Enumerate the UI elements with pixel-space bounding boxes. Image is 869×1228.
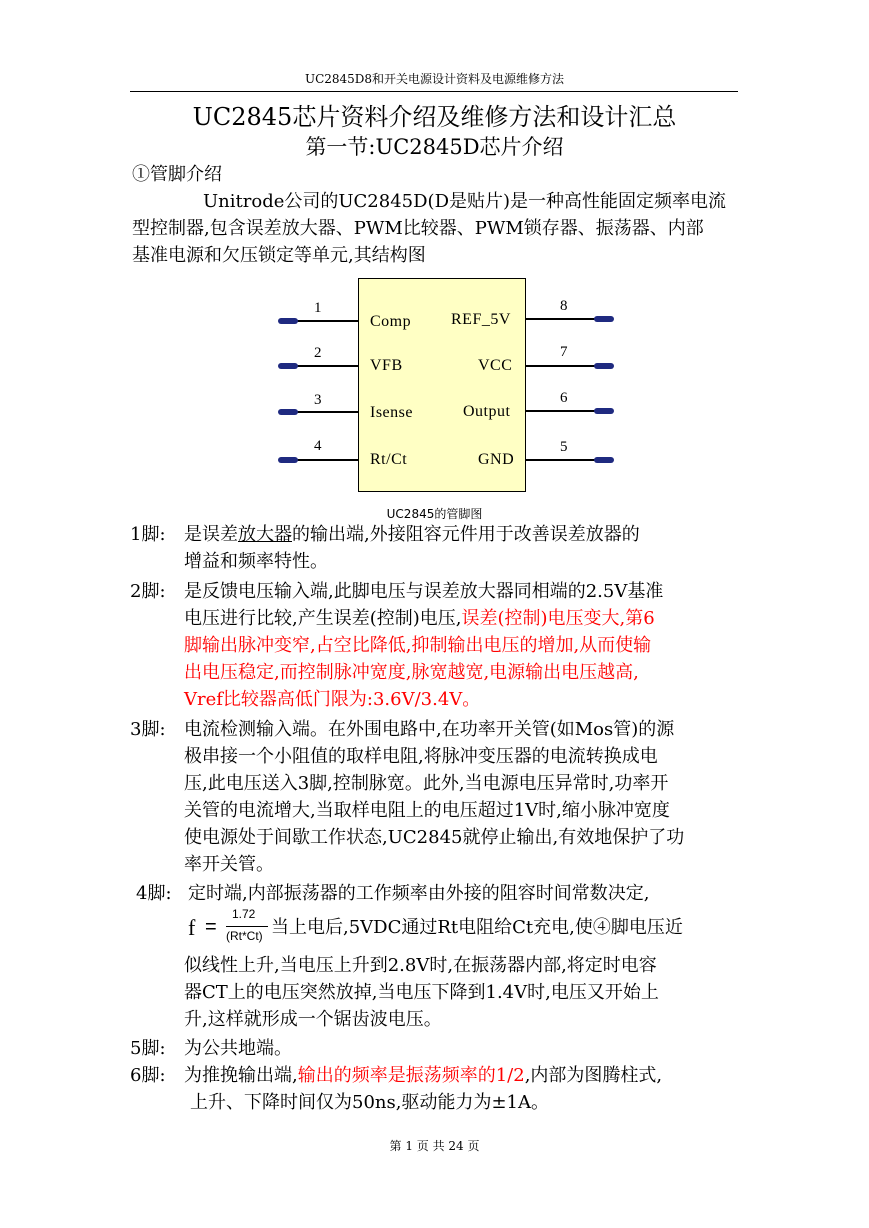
pin2-line-1: 是反馈电压输入端,此脚电压与误差放大器同相端的2.5V基准: [184, 581, 664, 602]
pin2-line-4: 出电压稳定,而控制脉冲宽度,脉宽越宽,电源输出电压越高,: [184, 662, 639, 683]
pin4-line-3: 似线性上升,当电压上升到2.8V时,在振荡器内部,将定时电容: [184, 955, 657, 976]
pin-number: 1: [314, 300, 322, 316]
pin-terminal-icon: [278, 318, 298, 324]
pin-label: VFB: [370, 357, 403, 374]
pin-number: 6: [560, 390, 568, 406]
pin-terminal-icon: [594, 457, 614, 463]
pin-number: 5: [560, 439, 568, 455]
pin2-line-3: 脚输出脉冲变窄,占空比降低,抑制输出电压的增加,从而使输: [184, 635, 652, 656]
formula-numerator: 1.72: [232, 907, 256, 921]
pin-number: 8: [560, 298, 568, 314]
pin-terminal-icon: [594, 408, 614, 414]
pin3-label: 3脚:: [130, 719, 166, 740]
pin3-line-1: 电流检测输入端。在外围电路中,在功率开关管(如Mos管)的源: [184, 719, 675, 740]
section-title: 第一节:UC2845D芯片介绍: [305, 135, 564, 159]
formula-f: f: [188, 915, 196, 940]
pin-number: 7: [560, 344, 568, 360]
pin-label: Output: [463, 403, 511, 420]
pin2-label: 2脚:: [130, 581, 166, 602]
pin-terminal-icon: [278, 409, 298, 415]
pin-label: Rt/Ct: [370, 451, 408, 468]
pin6-line-1: 为推挽输出端,输出的频率是振荡频率的1/2,内部为图腾柱式,: [184, 1065, 663, 1086]
pin-label: REF_5V: [451, 311, 511, 328]
pin-label: Comp: [370, 313, 412, 330]
pin-terminal-icon: [594, 316, 614, 322]
pin-terminal-icon: [594, 363, 614, 369]
diagram-caption: UC2845的管脚图: [386, 507, 483, 521]
header-divider: [130, 91, 738, 92]
intro-line-3: 基准电源和欠压锁定等单元,其结构图: [132, 245, 426, 266]
page-header: UC2845D8和开关电源设计资料及电源维修方法: [304, 72, 565, 86]
pin-number: 2: [314, 345, 322, 361]
formula-equals: =: [205, 916, 217, 938]
section-heading: ①管脚介绍: [132, 164, 222, 185]
pin3-line-2: 极串接一个小阻值的取样电阻,将脉冲变压器的电流转换成电: [184, 746, 658, 767]
intro-line-1: Unitrode公司的UC2845D(D是贴片)是一种高性能固定频率电流: [203, 191, 727, 212]
pin4-line-2: 当上电后,5VDC通过Rt电阻给Ct充电,使④脚电压近: [271, 917, 683, 938]
pin2-line-2: 电压进行比较,产生误差(控制)电压,误差(控制)电压变大,第6: [184, 608, 655, 629]
pin-number: 3: [314, 392, 322, 408]
pin3-line-4: 关管的电流增大,当取样电阻上的电压超过1V时,缩小脉冲宽度: [184, 800, 670, 821]
pin1-line-1: 是误差放大器的输出端,外接阻容元件用于改善误差放器的: [184, 524, 640, 545]
intro-line-2: 型控制器,包含误差放大器、PWM比较器、PWM锁存器、振荡器、内部: [132, 218, 704, 239]
pin4-label: 4脚:: [136, 883, 172, 904]
pin5-line-1: 为公共地端。: [184, 1038, 292, 1059]
pin3-line-3: 压,此电压送入3脚,控制脉宽。此外,当电源电压异常时,功率开: [184, 773, 669, 794]
pin6-label: 6脚:: [130, 1065, 166, 1086]
pin3-line-5: 使电源处于间歇工作状态,UC2845就停止输出,有效地保护了功: [184, 827, 685, 848]
pin2-line-5: Vref比较器高低门限为:3.6V/3.4V。: [184, 689, 481, 710]
pin1-line-2: 增益和频率特性。: [184, 551, 328, 572]
pin-terminal-icon: [278, 457, 298, 463]
document-title: UC2845芯片资料介绍及维修方法和设计汇总: [192, 103, 677, 131]
pin-label: Isense: [370, 404, 413, 421]
pin1-label: 1脚:: [130, 524, 166, 545]
frequency-formula: [188, 907, 278, 953]
page-footer: 第 1 页 共 24 页: [389, 1139, 480, 1153]
pin-label: GND: [478, 451, 515, 468]
fraction-bar: [226, 926, 268, 927]
pin4-line-4: 器CT上的电压突然放掉,当电压下降到1.4V时,电压又开始上: [184, 982, 659, 1003]
pin5-label: 5脚:: [130, 1038, 166, 1059]
formula-denominator: (Rt*Ct): [226, 929, 263, 943]
pin6-line-2: 上升、下降时间仅为50ns,驱动能力为±1A。: [190, 1092, 549, 1113]
pin4-line-1: 定时端,内部振荡器的工作频率由外接的阻容时间常数决定,: [188, 883, 650, 904]
pin-terminal-icon: [278, 363, 298, 369]
pin-label: VCC: [478, 357, 513, 374]
pin3-line-6: 率开关管。: [184, 854, 274, 875]
pin-number: 4: [314, 438, 322, 454]
pin4-line-5: 升,这样就形成一个锯齿波电压。: [184, 1009, 442, 1030]
